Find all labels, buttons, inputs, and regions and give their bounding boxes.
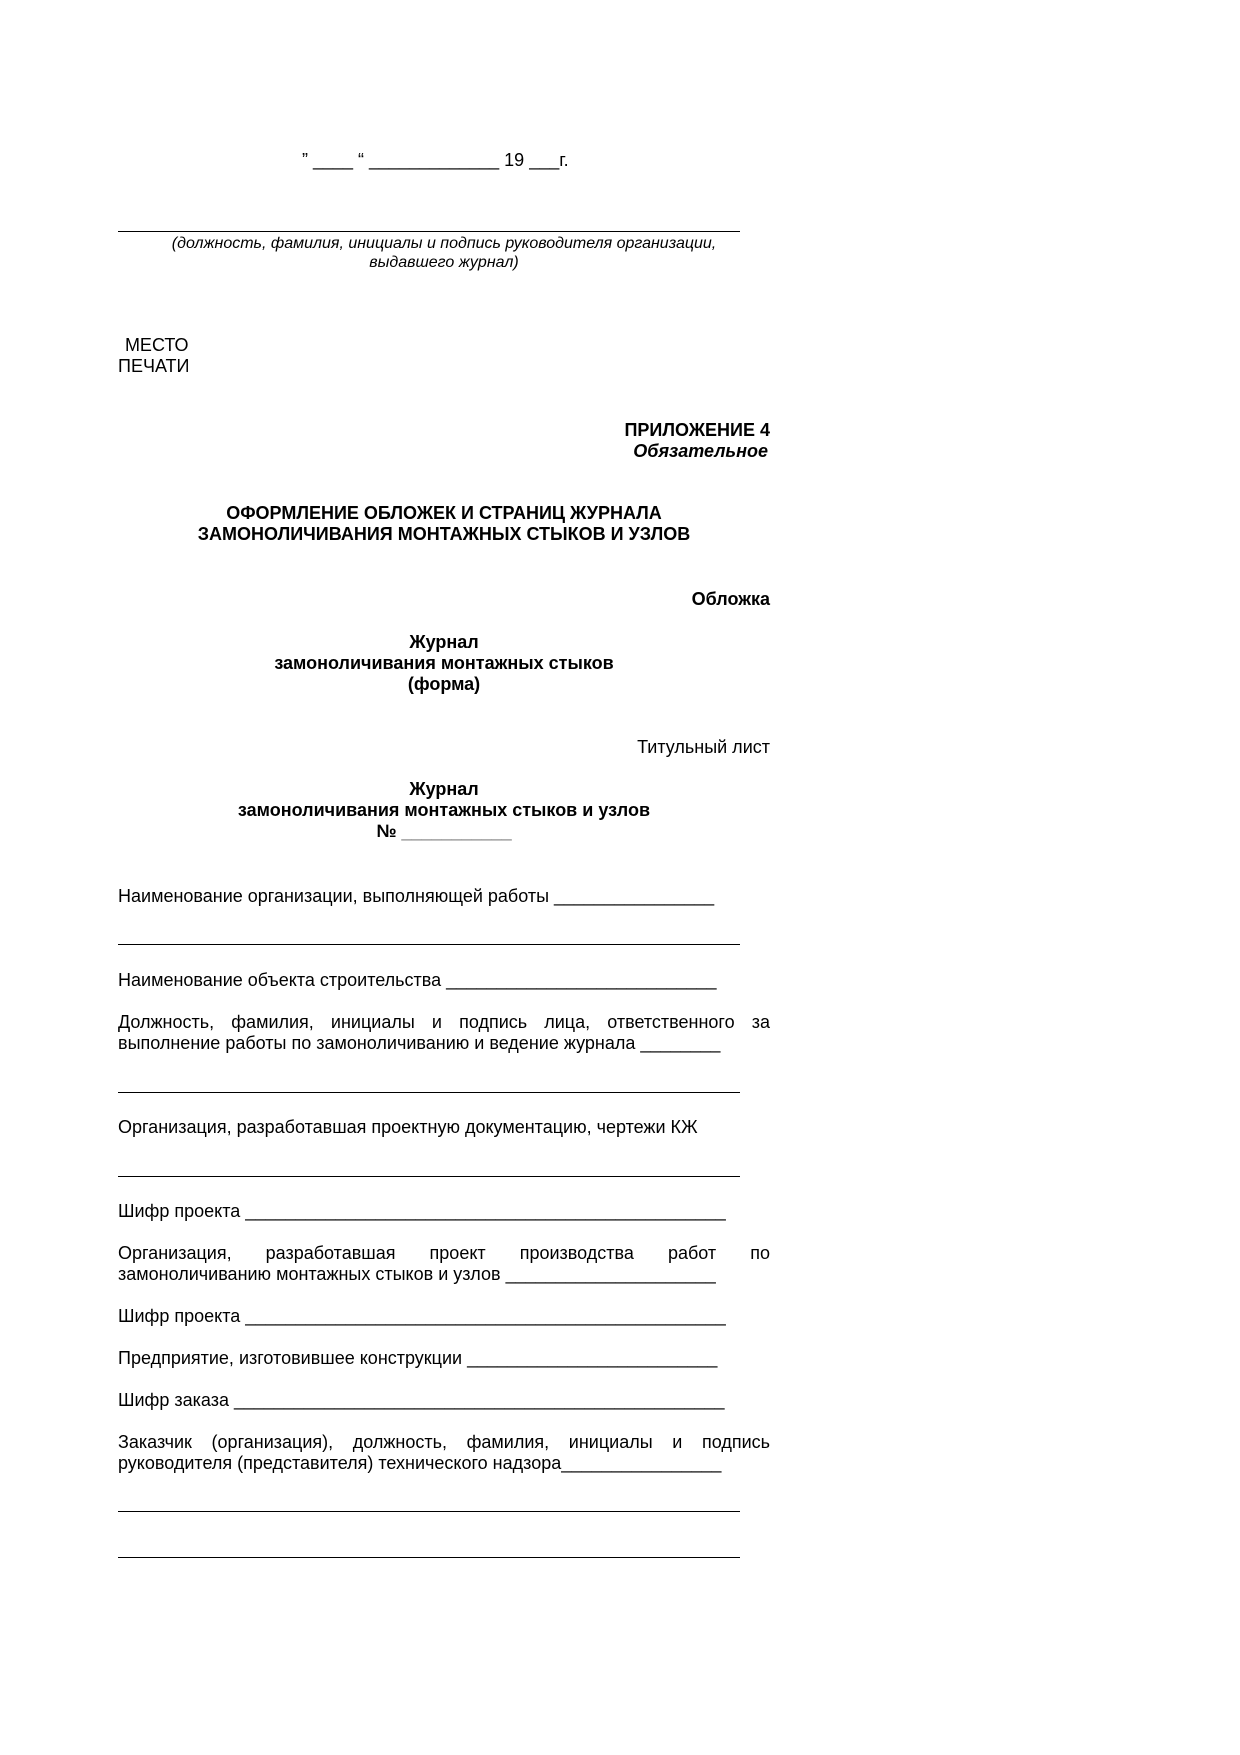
appendix-status: Обязательное [633,441,768,461]
cover-line3: (форма) [407,674,481,694]
cover-line2: замоноличивания монтажных стыков [274,653,614,673]
blank-line-3 [118,1176,740,1177]
blank-line-2 [118,1092,740,1093]
appendix-label: ПРИЛОЖЕНИЕ 4 [624,420,770,440]
document-title-line2: ЗАМОНОЛИЧИВАНИЯ МОНТАЖНЫХ СТЫКОВ И УЗЛОВ [197,524,691,544]
field-object-name: Наименование объекта строительства ___________________________ [118,970,717,990]
field-responsible [118,1012,770,1054]
field-project-code-2: Шифр проекта ________________________________________________ [118,1306,726,1326]
field-ppr-org-line2: замоноличиванию монтажных стыков и узлов _____________________ [118,1264,716,1284]
field-order-code: Шифр заказа _________________________________________________ [118,1390,725,1410]
field-org-performing: Наименование организации, выполняющей работы ________________ [118,886,715,906]
field-ppr-org-line1: Организация, разработавшая проект производства работ по [118,1243,770,1263]
field-ppr-org [118,1243,770,1285]
document-title [118,503,770,545]
cover-line1: Журнал [409,632,479,652]
blank-line-4 [118,1511,740,1512]
journal-number-blank: ___________ [401,821,512,841]
signature-caption-line1: (должность, фамилия, инициалы и подпись руководителя организации, [171,235,717,252]
journal-number-prefix: № [376,821,397,841]
blank-line-1 [118,944,740,945]
document-title-line1: ОФОРМЛЕНИЕ ОБЛОЖЕК И СТРАНИЦ ЖУРНАЛА [226,503,662,523]
cover-heading [118,632,770,695]
field-responsible-line1: Должность, фамилия, инициалы и подпись лица, ответственного за [118,1012,770,1032]
journal-number [118,821,770,842]
signature-caption-line2: выдавшего журнал) [369,254,519,271]
stamp-placeholder [118,335,190,377]
date-line: ” ____ “ _____________ 19 ___г. [302,150,569,170]
title-page-line1: Журнал [409,779,479,799]
field-design-org: Организация, разработавшая проектную документацию, чертежи КЖ [118,1117,698,1137]
field-project-code-1: Шифр проекта ________________________________________________ [118,1201,726,1221]
field-customer-line2: руководителя (представителя) технического надзора________________ [118,1453,722,1473]
blank-line-5 [118,1557,740,1558]
signature-line [118,231,740,232]
title-page-label: Титульный лист [637,737,770,757]
stamp-line1: МЕСТО [124,335,189,355]
title-page-heading [118,779,770,842]
title-page-line2: замоноличивания монтажных стыков и узлов [237,800,651,820]
signature-caption [118,234,770,272]
field-responsible-line2: выполнение работы по замоноличиванию и ведение журнала ________ [118,1033,721,1053]
field-customer [118,1432,770,1474]
field-customer-line1: Заказчик (организация), должность, фамилия, инициалы и подпись [118,1432,770,1452]
stamp-line2: ПЕЧАТИ [118,356,190,376]
cover-label: Обложка [691,589,770,609]
field-manufacturer: Предприятие, изготовившее конструкции _________________________ [118,1348,718,1368]
